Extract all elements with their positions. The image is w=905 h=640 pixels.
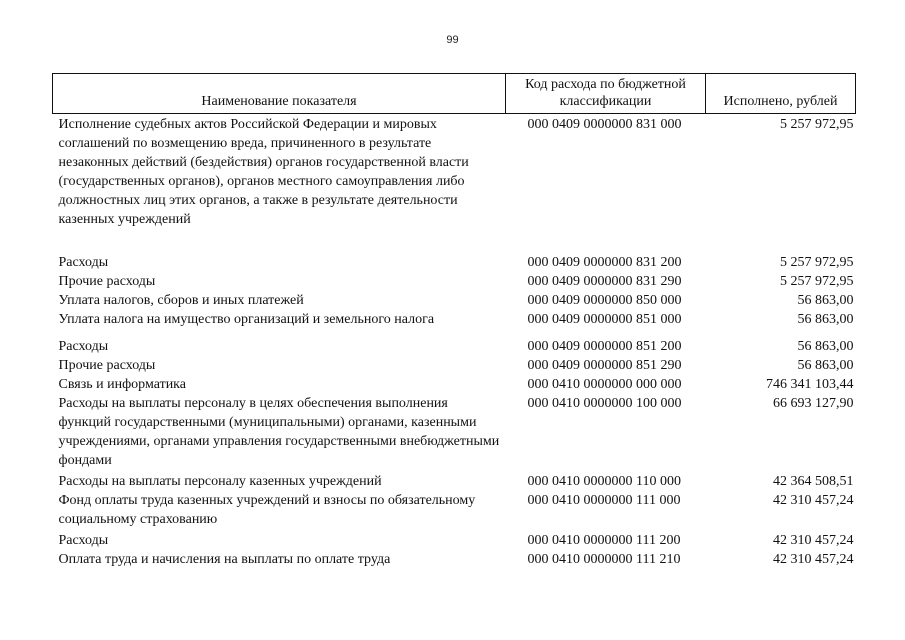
page-number: 99 [446,34,459,46]
table-row [53,529,856,550]
row-name: Прочие расходы [58,274,156,289]
table-row [53,394,856,470]
row-amount: 42 310 457,24 [773,493,854,508]
row-amount: 5 257 972,95 [780,274,854,289]
row-code: 000 0410 0000000 111 200 [527,533,681,548]
row-code: 000 0409 0000000 831 200 [527,255,682,270]
row-amount: 56 863,00 [797,339,854,354]
row-amount: 66 693 127,90 [773,396,854,411]
row-code: 000 0409 0000000 831 000 [527,117,682,132]
row-code: 000 0410 0000000 000 000 [527,377,682,392]
row-amount: 56 863,00 [797,312,854,327]
row-name: Расходы [58,339,109,354]
table-row [53,272,856,291]
row-amount: 56 863,00 [797,293,854,308]
row-name: Фонд оплаты труда казенных учреждений и взносы по обязательному социальному страхованию [58,493,476,527]
table-row [53,329,856,356]
row-name: Уплата налога на имущество организаций и земельного налога [58,312,435,327]
row-code: 000 0409 0000000 851 290 [527,358,682,373]
table-row [53,310,856,329]
row-amount: 42 364 508,51 [773,474,854,489]
table-row [53,356,856,375]
column-header-amount: Исполнено, рублей [706,74,856,114]
expenditure-table [52,73,856,569]
row-amount: 56 863,00 [797,358,854,373]
row-code: 000 0410 0000000 111 210 [527,552,681,567]
row-amount: 5 257 972,95 [780,255,854,270]
row-code: 000 0409 0000000 831 290 [527,274,682,289]
row-code: 000 0410 0000000 110 000 [527,474,681,489]
row-name: Расходы [58,255,109,270]
table-row [53,550,856,569]
row-name: Прочие расходы [58,358,156,373]
table-row [53,470,856,491]
row-name: Исполнение судебных актов Российской Федерации и мировых соглашений по возмещению вреда, причиненного в результате незаконных действий (бездействия) органов государственной власти (государственных органов), органов местного самоуправления либо должностных лиц этих органов, а также в результате деятельности казенных учреждений [58,117,469,227]
row-amount: 5 257 972,95 [780,117,854,132]
table-row [53,229,856,272]
row-name: Связь и информатика [58,377,186,392]
row-name: Расходы на выплаты персоналу в целях обеспечения выполнения функций государственными (муниципальными) органами, казенными учреждениями, органами управления государственными внебюджетными фондами [58,396,500,468]
table-row [53,375,856,394]
row-code: 000 0410 0000000 100 000 [527,396,682,411]
row-amount: 42 310 457,24 [773,552,854,567]
row-amount: 42 310 457,24 [773,533,854,548]
row-amount: 746 341 103,44 [766,377,854,392]
table-row [53,491,856,529]
table-row [53,291,856,310]
column-header-name: Наименование показателя [53,74,506,114]
row-code: 000 0409 0000000 851 200 [527,339,682,354]
row-name: Расходы [58,533,109,548]
row-code: 000 0410 0000000 111 000 [527,493,681,508]
row-code: 000 0409 0000000 851 000 [527,312,682,327]
table-row [53,114,856,230]
row-name: Оплата труда и начисления на выплаты по оплате труда [58,552,391,567]
table-header-row [53,74,856,114]
row-code: 000 0409 0000000 850 000 [527,293,682,308]
row-name: Уплата налогов, сборов и иных платежей [58,293,304,308]
column-header-code: Код расхода по бюджетной классификации [506,74,706,114]
row-name: Расходы на выплаты персоналу казенных учреждений [58,474,382,489]
